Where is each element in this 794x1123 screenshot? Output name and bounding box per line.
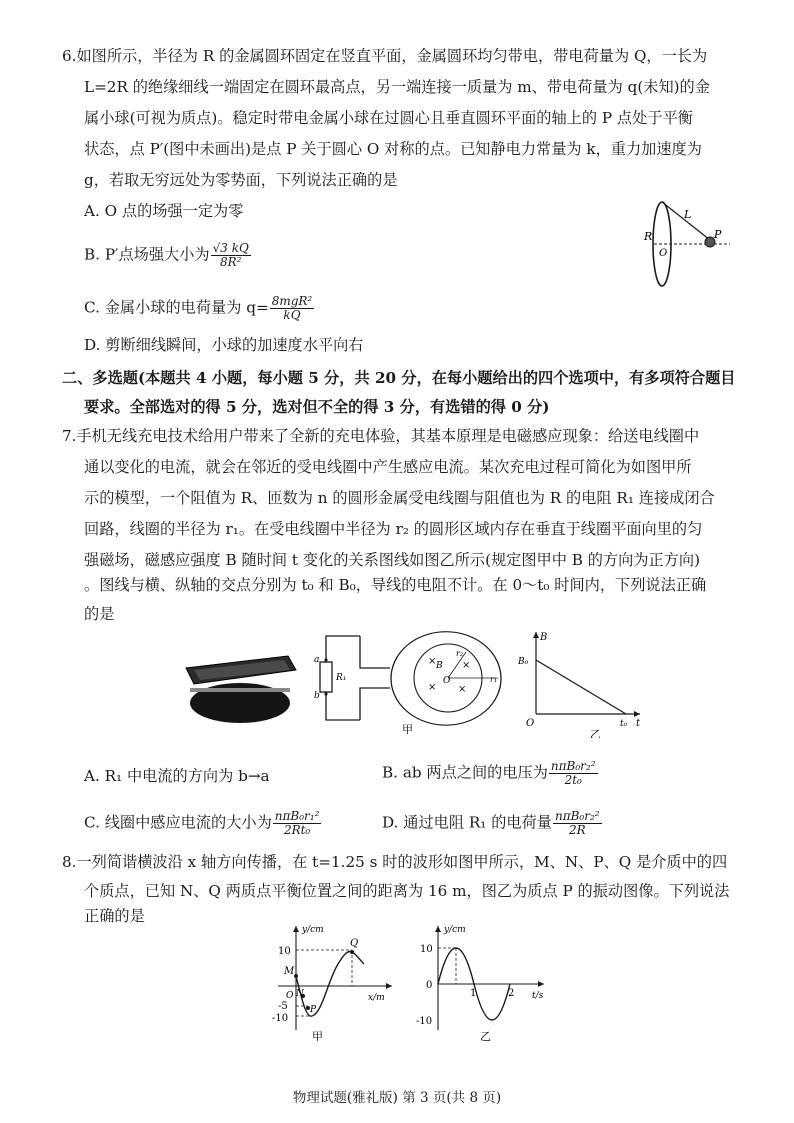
- q7-option-d-prefix: D. 通过电阻 R₁ 的电荷量: [382, 813, 552, 832]
- q7-option-d: [382, 810, 603, 837]
- y-axis-arrow: [293, 926, 299, 932]
- point-a: [324, 658, 327, 661]
- caption-jia: 甲: [402, 723, 413, 735]
- q6-line-3: 属小球(可视为质点)。稳定时带电金属小球在过圆心且垂直圆环平面的轴上的 P 点处于平衡: [84, 109, 693, 127]
- point-m: [294, 974, 298, 978]
- wave-tick-10: 10: [278, 946, 291, 957]
- label-r2: r₂: [456, 649, 464, 658]
- q7-line-3: 示的模型，一个阻值为 R、匝数为 n 的圆形金属受电线圈与阻值也为 R 的电阻 R₁ 连接成闭合: [84, 489, 715, 507]
- q7-option-b-fraction: [549, 760, 598, 787]
- wave-caption: 甲: [312, 1030, 323, 1042]
- vib-tick-2: 2: [508, 988, 515, 999]
- label-r1-coil: r₁: [490, 675, 498, 684]
- circuit-wire-bottom: [360, 688, 390, 720]
- label-o-center: O: [443, 676, 451, 686]
- phone-shadow: [190, 688, 290, 692]
- q7-option-c-prefix: C. 线圈中感应电流的大小为: [84, 813, 272, 832]
- q7-option-d-den: 2R: [568, 823, 586, 837]
- label-O: O: [659, 248, 668, 259]
- vib-tick-0: 0: [426, 980, 433, 991]
- wave-curve: [296, 952, 364, 1017]
- q8-line-2: 个质点，已知 N、Q 两质点平衡位置之间的距离为 16 m，图乙为质点 P 的振动图像。下列说法: [84, 882, 730, 900]
- page-footer: 物理试题(雅礼版) 第 3 页(共 8 页): [292, 1090, 502, 1106]
- q6-option-b-prefix: B. P′点场强大小为: [84, 245, 210, 264]
- field-x-2: ×: [462, 660, 471, 671]
- q7-option-c: [84, 810, 322, 837]
- point-b: [324, 692, 327, 695]
- vib-caption: 乙: [480, 1030, 491, 1042]
- wave-tick-minus-10: -10: [272, 1013, 289, 1024]
- q7-line-4: 回路，线圈的半径为 r₁。在受电线圈中半径为 r₂ 的圆形区域内存在垂直于线圈平面向里的匀: [84, 520, 703, 538]
- label-b: b: [314, 691, 320, 701]
- tick-t0: t₀: [620, 719, 628, 729]
- label-B: B: [436, 661, 443, 671]
- axis-label-t: t: [636, 718, 641, 729]
- wave-label-q: Q: [350, 938, 359, 949]
- resistor-r1: [320, 662, 332, 692]
- field-x-1: ×: [428, 656, 437, 667]
- q7-option-d-fraction: [553, 810, 602, 837]
- b-t-line: [536, 660, 626, 714]
- q6-ring-figure: [640, 196, 740, 292]
- vib-tick-10: 10: [420, 944, 433, 955]
- q7-line-7: 的是: [84, 605, 115, 623]
- label-a: a: [314, 655, 320, 665]
- q7-line-2: 通以变化的电流，就会在邻近的受电线圈中产生感应电流。某次充电过程可简化为如图甲所: [84, 458, 692, 476]
- wave-origin: O: [286, 991, 294, 1001]
- x-axis-arrow: [386, 983, 392, 989]
- q6-option-c-fraction: [270, 295, 315, 322]
- q6-option-b: [84, 242, 252, 269]
- point-q: [350, 950, 354, 954]
- q6-option-c: [84, 295, 315, 322]
- vib-tick-1: 1: [470, 988, 477, 999]
- tick-b0: B₀: [518, 657, 529, 667]
- vib-ylabel: y/cm: [444, 925, 466, 935]
- wireless-charger-photo: [180, 648, 300, 728]
- q7-line-1: 7.手机无线充电技术给用户带来了全新的充电体验，其基本原理是电磁感应现象：给送电线圈中: [62, 427, 700, 445]
- q8-wave-figure: [268, 920, 398, 1042]
- q8-line-1: 8.一列简谐横波沿 x 轴方向传播，在 t=1.25 s 时的波形如图甲所示，M、N、P、Q 是介质中的四: [62, 853, 728, 871]
- wave-xlabel: x/m: [368, 993, 385, 1003]
- q7-option-d-num: nπB₀r₂²: [554, 809, 600, 823]
- field-x-3: ×: [428, 682, 437, 693]
- q6-option-c-num: 8mgR²: [271, 294, 313, 308]
- q8-vibration-figure: [416, 920, 550, 1042]
- q6-line-5: g，若取无穷远处为零势面，下列说法正确的是: [84, 171, 398, 189]
- field-x-4: ×: [458, 684, 467, 695]
- q6-option-b-fraction: [211, 242, 251, 269]
- label-r1: R₁: [336, 673, 347, 683]
- q6-line-1: 6.如图所示，半径为 R 的金属圆环固定在竖直平面，金属圆环均匀带电，带电荷量为 Q，一长为: [62, 47, 708, 65]
- label-R: R: [644, 230, 653, 243]
- circuit-wire-top: [360, 636, 390, 668]
- q6-option-c-prefix: C. 金属小球的电荷量为 q=: [84, 298, 269, 317]
- q6-line-4: 状态，点 P′(图中未画出)是点 P 关于圆心 O 对称的点。已知静电力常量为 k，重力加速度为: [84, 140, 702, 158]
- q7-option-b-den: 2t₀: [564, 773, 582, 787]
- section-2-rules: 要求。全部选对的得 5 分，选对但不全的得 3 分，有选错的得 0 分): [84, 398, 550, 416]
- q7-option-b-prefix: B. ab 两点之间的电压为: [382, 763, 548, 782]
- q7-b-t-graph: [516, 628, 646, 738]
- q8-line-3: 正确的是: [84, 907, 145, 925]
- q7-line-5: 强磁场，磁感应强度 B 随时间 t 变化的关系图线如图乙所示(规定图甲中 B 的方向为正方向): [84, 551, 700, 569]
- q7-option-b-num: nπB₀r₂²: [550, 759, 596, 773]
- q6-option-b-num: √3 kQ: [212, 241, 249, 255]
- b-axis-arrow: [533, 632, 539, 638]
- axis-label-b: B: [540, 632, 548, 643]
- wave-tick-minus-5: -5: [278, 1001, 288, 1012]
- vib-xlabel: t/s: [532, 991, 544, 1001]
- q6-option-a: A. O 点的场强一定为零: [84, 202, 244, 220]
- t-axis-arrow: [634, 711, 640, 717]
- q6-option-c-den: kQ: [283, 308, 301, 322]
- q7-line-6: 。图线与横、纵轴的交点分别为 t₀ 和 B₀，导线的电阻不计。在 0～t₀ 时间内，下列说法正确: [84, 576, 707, 594]
- section-2-title: 二、多选题(本题共 4 小题，每小题 5 分，共 20 分，在每小题给出的四个选项中，有多项符合题目: [62, 369, 736, 387]
- axis-origin: O: [526, 718, 535, 729]
- caption-yi: 乙: [590, 728, 601, 738]
- q7-option-a: A. R₁ 中电流的方向为 b→a: [84, 767, 270, 785]
- q7-option-c-fraction: [273, 810, 322, 837]
- q6-option-b-den: 8R²: [219, 255, 242, 269]
- label-P: P: [714, 228, 722, 241]
- q7-option-c-den: 2Rt₀: [283, 823, 311, 837]
- wave-label-m: M: [284, 966, 295, 977]
- wave-ylabel: y/cm: [302, 925, 324, 935]
- q7-option-c-num: nπB₀r₁²: [274, 809, 320, 823]
- q7-option-b: [382, 760, 599, 787]
- wave-label-p: P: [310, 1005, 317, 1015]
- wave-label-n: N: [296, 989, 304, 999]
- vib-tick-minus-10: -10: [416, 1016, 433, 1027]
- y-axis-arrow: [435, 926, 441, 932]
- label-L: L: [684, 208, 692, 221]
- t-axis-arrow: [538, 981, 544, 987]
- q6-option-d: D. 剪断细线瞬间，小球的加速度水平向右: [84, 336, 364, 354]
- q7-circuit-figure: [310, 630, 510, 735]
- q6-line-2: L=2R 的绝缘细线一端固定在圆环最高点，另一端连接一质量为 m、带电荷量为 q(未知)的金: [84, 78, 710, 96]
